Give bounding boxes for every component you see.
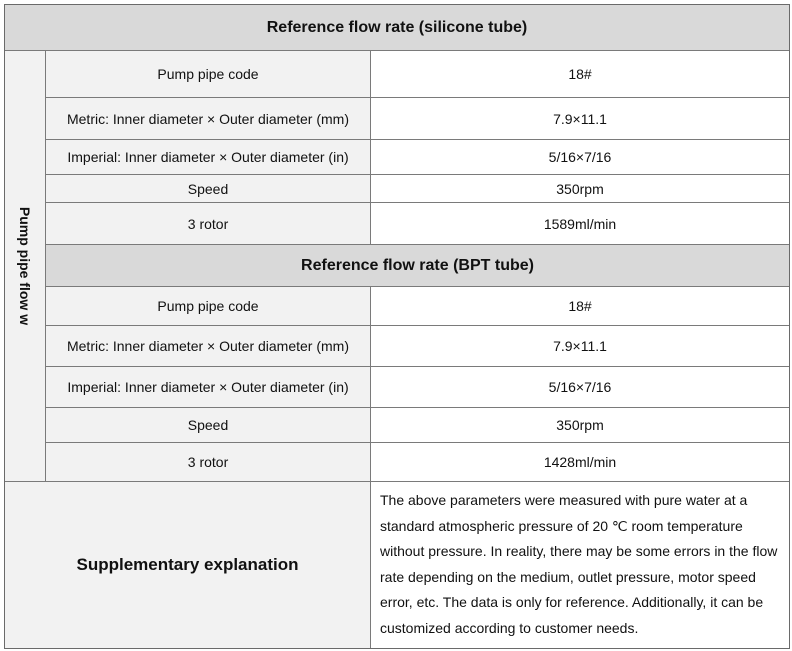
silicone-row-value: 350rpm [371, 175, 789, 202]
grid-line [5, 481, 789, 482]
bpt-row-label: Speed [46, 408, 370, 442]
silicone-row-label: 3 rotor [46, 203, 370, 244]
silicone-row-value: 18# [371, 51, 789, 97]
silicone-row-label: Pump pipe code [46, 51, 370, 97]
grid-line [45, 325, 789, 326]
grid-line [5, 50, 789, 51]
grid-line [45, 366, 789, 367]
bpt-table-title: Reference flow rate (BPT tube) [46, 245, 789, 286]
bpt-row-label: 3 rotor [46, 443, 370, 481]
bpt-row-value: 350rpm [371, 408, 789, 442]
bpt-row-value: 7.9×11.1 [371, 326, 789, 366]
silicone-row-label: Speed [46, 175, 370, 202]
grid-line [45, 139, 789, 140]
side-label-cell [5, 50, 45, 481]
grid-line [370, 50, 371, 245]
grid-line [45, 286, 789, 287]
grid-line [45, 174, 789, 175]
grid-line [45, 97, 789, 98]
supplementary-title: Supplementary explanation [5, 482, 370, 648]
silicone-row-value: 5/16×7/16 [371, 140, 789, 174]
bpt-row-label: Metric: Inner diameter × Outer diameter (mm) [46, 326, 370, 366]
silicone-row-value: 7.9×11.1 [371, 98, 789, 139]
bpt-row-value: 18# [371, 287, 789, 325]
silicone-row-value: 1589ml/min [371, 203, 789, 244]
bpt-row-label: Imperial: Inner diameter × Outer diameter (in) [46, 367, 370, 407]
silicone-row-label: Imperial: Inner diameter × Outer diameter (in) [46, 140, 370, 174]
silicone-row-label: Metric: Inner diameter × Outer diameter (mm) [46, 98, 370, 139]
silicone-table-title: Reference flow rate (silicone tube) [5, 5, 789, 50]
grid-line [45, 407, 789, 408]
grid-line [45, 244, 789, 245]
grid-line [45, 50, 46, 481]
bpt-row-value: 1428ml/min [371, 443, 789, 481]
side-label: Pump pipe flow w [17, 206, 33, 325]
bpt-row-label: Pump pipe code [46, 287, 370, 325]
grid-line [45, 442, 789, 443]
supplementary-text: The above parameters were measured with pure water at a standard atmospheric pressure of 20 ℃ room temperature without pressure. In reality, there may be some errors in the flow rate depending on the medium, outlet pressure, motor speed error, etc. The data is only for reference. Additionally, it can be customized according to customer needs. [371, 482, 789, 648]
grid-line [370, 286, 371, 648]
bpt-row-value: 5/16×7/16 [371, 367, 789, 407]
grid-line [45, 202, 789, 203]
